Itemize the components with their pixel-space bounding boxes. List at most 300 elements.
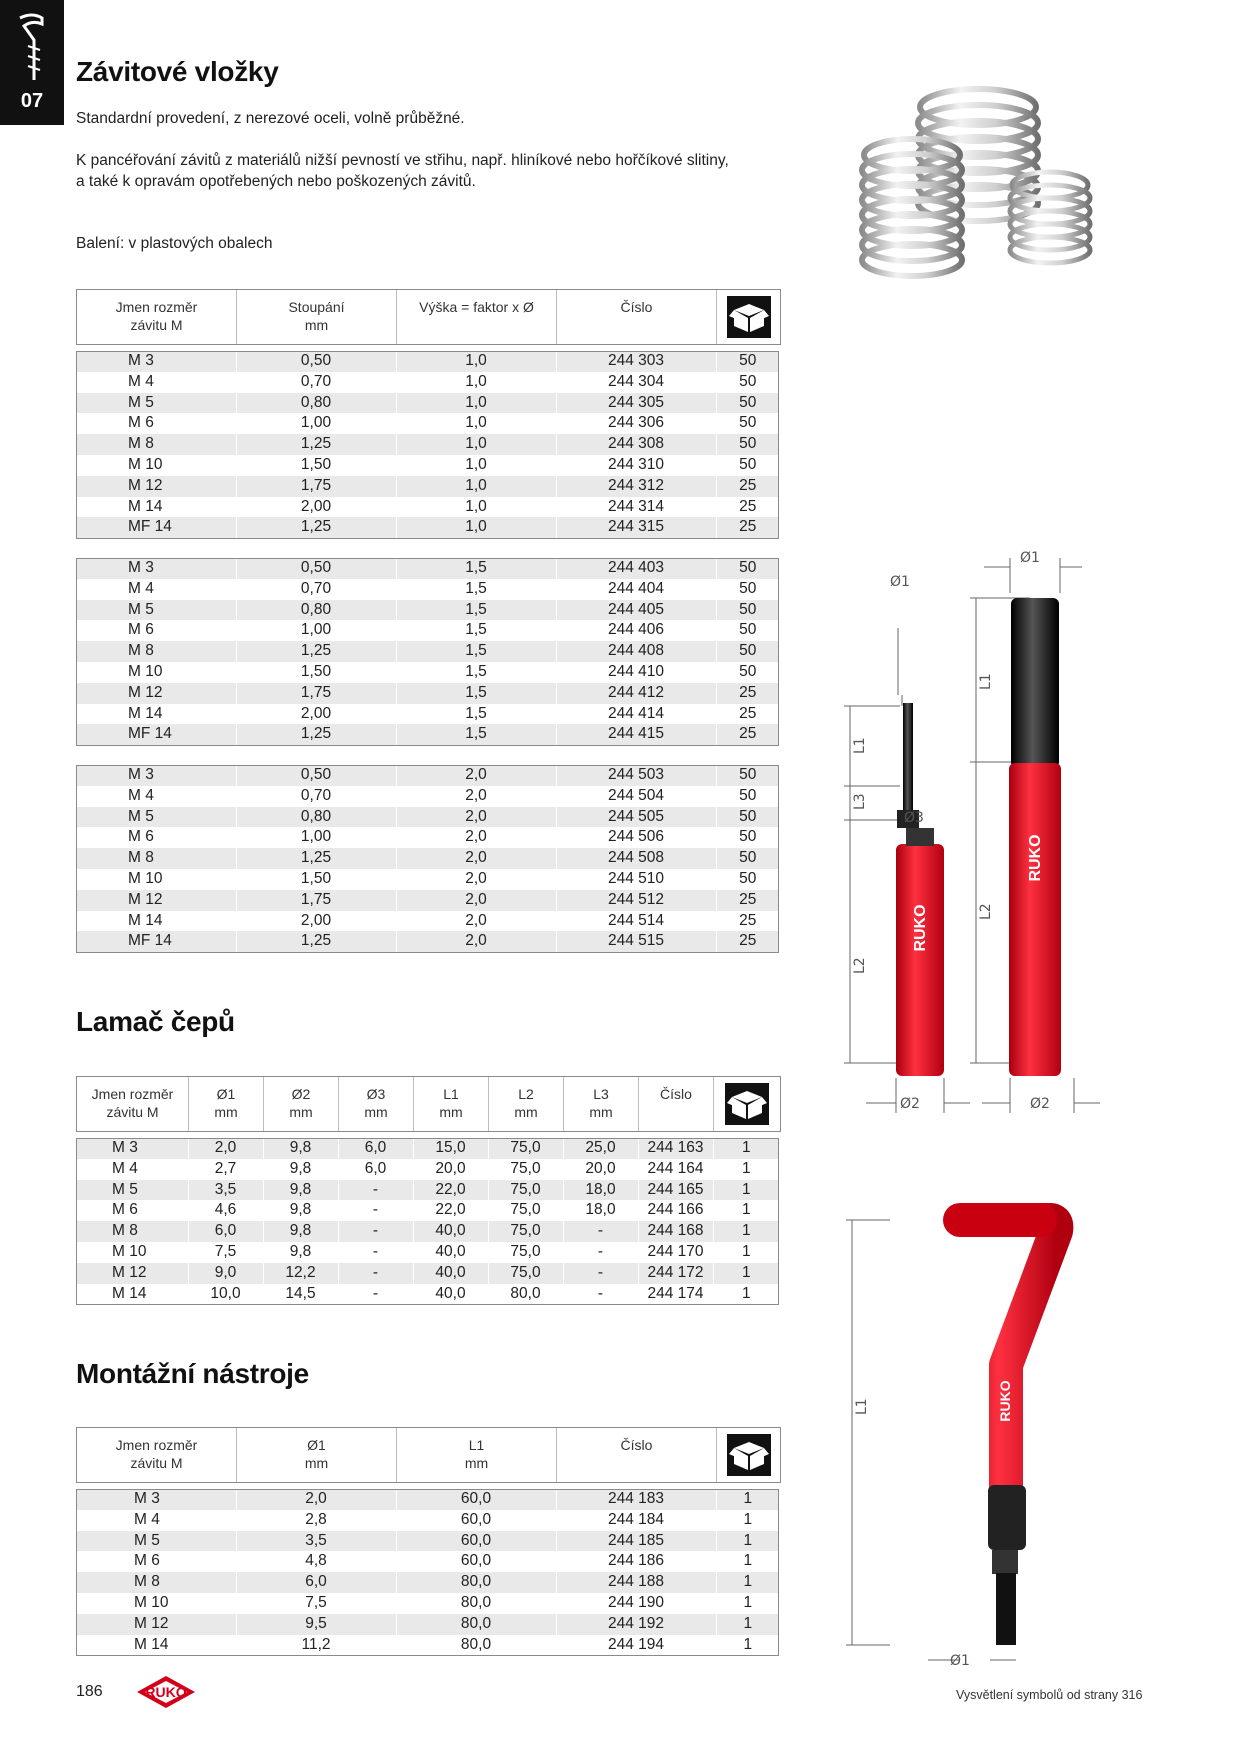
table-row [76, 786, 779, 807]
cell-size: M 10 [76, 1593, 236, 1614]
chapter-tab [0, 0, 64, 125]
table-cell: 1,25 [236, 724, 396, 745]
table-cell: 1 [713, 1180, 779, 1201]
table-cell: 2,00 [236, 704, 396, 725]
table-cell: 244 310 [556, 455, 716, 476]
table-cell: 7,5 [188, 1242, 263, 1263]
package-quantity-icon [727, 296, 771, 338]
col-header-pitch: Stoupání mm [237, 290, 397, 344]
table-cell: 9,8 [263, 1221, 338, 1242]
cell-size: M 12 [76, 476, 236, 497]
col-header-size: Jmen rozměr závitu M [77, 1428, 237, 1482]
table-cell: 50 [716, 600, 779, 621]
table-cell: 50 [716, 579, 779, 600]
inserts-table-factor-1-5 [76, 558, 779, 745]
table-cell: 244 514 [556, 911, 716, 932]
table-cell: 25 [716, 911, 779, 932]
tang-breaker-table-header [76, 1076, 781, 1132]
table-cell: 1 [716, 1551, 779, 1572]
table-cell: 20,0 [563, 1159, 638, 1180]
table-cell: 244 505 [556, 807, 716, 828]
table-cell: 244 188 [556, 1572, 716, 1593]
table-cell: 244 406 [556, 620, 716, 641]
table-row [76, 848, 779, 869]
table-row [76, 641, 779, 662]
table-cell: - [338, 1284, 413, 1305]
symbols-note: Vysvětlení symbolů od strany 316 [956, 1688, 1143, 1702]
table-row [76, 579, 779, 600]
table-cell: 1,0 [396, 497, 556, 518]
table-cell: 2,0 [396, 890, 556, 911]
table-cell: 244 304 [556, 372, 716, 393]
table-cell: 50 [716, 455, 779, 476]
table-cell: 1,5 [396, 683, 556, 704]
table-row [76, 1551, 779, 1572]
cell-size: M 3 [76, 351, 236, 372]
table-cell: 2,0 [396, 869, 556, 890]
table-cell: - [563, 1284, 638, 1305]
table-cell: 50 [716, 848, 779, 869]
dim-d1-small: Ø1 [890, 574, 910, 590]
table-cell: 244 403 [556, 558, 716, 579]
table-cell: 0,50 [236, 765, 396, 786]
table-row [76, 931, 779, 952]
table-cell: 14,5 [263, 1284, 338, 1305]
table-cell: 12,2 [263, 1263, 338, 1284]
table-cell: 244 194 [556, 1635, 716, 1656]
table-cell: 244 186 [556, 1551, 716, 1572]
table-cell: 60,0 [396, 1489, 556, 1510]
col-header-number: Číslo [639, 1077, 714, 1131]
table-cell: 2,00 [236, 911, 396, 932]
table-row [76, 558, 779, 579]
cell-size: M 12 [76, 1614, 236, 1635]
table-cell: 1,0 [396, 413, 556, 434]
table-row [76, 724, 779, 745]
table-cell: 244 405 [556, 600, 716, 621]
table-cell: 75,0 [488, 1221, 563, 1242]
cell-size: M 6 [76, 413, 236, 434]
table-cell: 244 185 [556, 1531, 716, 1552]
table-cell: 60,0 [396, 1531, 556, 1552]
table-cell: 1,0 [396, 372, 556, 393]
table-cell: 244 510 [556, 869, 716, 890]
table-cell: 22,0 [413, 1200, 488, 1221]
table-cell: 1,0 [396, 517, 556, 538]
cell-size: M 8 [76, 641, 236, 662]
dim-l1: L1 [854, 1398, 870, 1415]
table-cell: 40,0 [413, 1263, 488, 1284]
dim-l2-small: L2 [852, 957, 868, 974]
table-cell: 244 404 [556, 579, 716, 600]
cell-size: M 14 [76, 1635, 236, 1656]
table-cell: 244 306 [556, 413, 716, 434]
table-row [76, 1159, 779, 1180]
table-cell: 9,8 [263, 1242, 338, 1263]
installation-tool-diagram [830, 1195, 1090, 1665]
table-cell: 0,70 [236, 579, 396, 600]
table-cell: 1,5 [396, 704, 556, 725]
cell-size: M 12 [76, 1263, 188, 1284]
cell-size: M 5 [76, 1531, 236, 1552]
table-cell: - [338, 1221, 413, 1242]
table-cell: 244 408 [556, 641, 716, 662]
cell-size: M 5 [76, 393, 236, 414]
table-cell: 0,70 [236, 786, 396, 807]
cell-size: M 6 [76, 1200, 188, 1221]
cell-size: M 4 [76, 372, 236, 393]
table-row [76, 890, 779, 911]
table-row [76, 911, 779, 932]
cell-size: MF 14 [76, 724, 236, 745]
table-cell: 75,0 [488, 1263, 563, 1284]
table-row [76, 1221, 779, 1242]
dim-d2-large: Ø2 [1030, 1096, 1050, 1112]
section-title-thread-inserts: Závitové vložky [76, 56, 279, 87]
table-cell: 0,70 [236, 372, 396, 393]
table-cell: 2,8 [236, 1510, 396, 1531]
cell-size: M 6 [76, 620, 236, 641]
table-row [76, 1572, 779, 1593]
ruko-tool-label: RUKO [997, 1380, 1013, 1422]
table-cell: 244 174 [638, 1284, 713, 1305]
table-cell: 244 184 [556, 1510, 716, 1531]
cell-size: M 8 [76, 848, 236, 869]
table-cell: 1,75 [236, 683, 396, 704]
table-row [76, 497, 779, 518]
table-cell: 244 308 [556, 434, 716, 455]
table-cell: 1,5 [396, 600, 556, 621]
ruko-tool-label: RUKO [1027, 834, 1044, 882]
table-cell: 25 [716, 724, 779, 745]
ruko-logo-text: RUKO [145, 1684, 187, 1700]
table-cell: 9,8 [263, 1138, 338, 1159]
col-header-number: Číslo [557, 1428, 717, 1482]
package-quantity-icon [727, 1434, 771, 1476]
table-cell: 60,0 [396, 1551, 556, 1572]
table-cell: - [338, 1180, 413, 1201]
table-cell: 1 [716, 1593, 779, 1614]
table-cell: 25 [716, 931, 779, 952]
table-cell: 50 [716, 393, 779, 414]
table-cell: 244 512 [556, 890, 716, 911]
ruko-tool-label: RUKO [912, 904, 929, 952]
cell-size: M 6 [76, 1551, 236, 1572]
col-header-d3: Ø3 mm [339, 1077, 414, 1131]
table-cell: 9,8 [263, 1159, 338, 1180]
table-row [76, 1593, 779, 1614]
table-row [76, 683, 779, 704]
table-cell: 2,00 [236, 497, 396, 518]
cell-size: M 4 [76, 579, 236, 600]
table-cell: 1 [713, 1159, 779, 1180]
table-cell: 1 [713, 1242, 779, 1263]
table-cell: 244 312 [556, 476, 716, 497]
table-row [76, 1635, 779, 1656]
table-cell: 244 515 [556, 931, 716, 952]
table-row [76, 1284, 779, 1305]
table-cell: 244 506 [556, 827, 716, 848]
table-cell: 50 [716, 351, 779, 372]
col-header-number: Číslo [557, 290, 717, 344]
cell-size: M 5 [76, 600, 236, 621]
table-cell: 9,5 [236, 1614, 396, 1635]
table-cell: 2,0 [396, 807, 556, 828]
table-cell: 1,25 [236, 641, 396, 662]
table-cell: 6,0 [188, 1221, 263, 1242]
tang-breaker-diagram [830, 548, 1100, 1118]
table-cell: 1 [713, 1263, 779, 1284]
table-cell: 40,0 [413, 1221, 488, 1242]
table-cell: 244 315 [556, 517, 716, 538]
cell-size: M 8 [76, 434, 236, 455]
cell-size: M 8 [76, 1572, 236, 1593]
table-cell: 1 [716, 1531, 779, 1552]
table-cell: 1,25 [236, 848, 396, 869]
table-cell: 244 415 [556, 724, 716, 745]
table-cell: 244 504 [556, 786, 716, 807]
table-cell: 9,0 [188, 1263, 263, 1284]
table-cell: 0,50 [236, 351, 396, 372]
chapter-number: 07 [20, 90, 44, 112]
table-cell: 1,50 [236, 662, 396, 683]
table-cell: 75,0 [488, 1138, 563, 1159]
table-cell: 1,0 [396, 393, 556, 414]
inserts-table-header [76, 289, 781, 345]
table-row [76, 434, 779, 455]
table-cell: 75,0 [488, 1180, 563, 1201]
table-cell: 1 [716, 1572, 779, 1593]
table-cell: 1,00 [236, 413, 396, 434]
col-header-d2: Ø2 mm [264, 1077, 339, 1131]
table-cell: 50 [716, 827, 779, 848]
table-cell: 1,0 [396, 455, 556, 476]
table-cell: 2,0 [396, 827, 556, 848]
table-cell: 1,0 [396, 434, 556, 455]
table-cell: 9,8 [263, 1200, 338, 1221]
dim-l2-large: L2 [978, 903, 994, 920]
table-cell: 2,0 [396, 911, 556, 932]
table-cell: 60,0 [396, 1510, 556, 1531]
table-cell: 4,6 [188, 1200, 263, 1221]
cell-size: M 3 [76, 1489, 236, 1510]
table-cell: - [563, 1263, 638, 1284]
table-row [76, 1138, 779, 1159]
col-header-l1: L1 mm [414, 1077, 489, 1131]
table-cell: 25 [716, 890, 779, 911]
table-cell: 25 [716, 683, 779, 704]
table-cell: 1 [713, 1221, 779, 1242]
table-cell: 1,50 [236, 455, 396, 476]
table-cell: 244 166 [638, 1200, 713, 1221]
table-cell: - [338, 1242, 413, 1263]
table-cell: 6,0 [236, 1572, 396, 1593]
table-cell: 2,0 [236, 1489, 396, 1510]
table-cell: 50 [716, 620, 779, 641]
table-cell: 3,5 [188, 1180, 263, 1201]
table-row [76, 869, 779, 890]
table-row [76, 413, 779, 434]
table-cell: 244 508 [556, 848, 716, 869]
table-cell: 75,0 [488, 1159, 563, 1180]
table-cell: 1 [713, 1138, 779, 1159]
table-cell: 1,25 [236, 931, 396, 952]
dim-l1-small: L1 [852, 737, 868, 754]
table-cell: 244 165 [638, 1180, 713, 1201]
table-cell: 1 [716, 1510, 779, 1531]
cell-size: M 4 [76, 1159, 188, 1180]
cell-size: M 10 [76, 869, 236, 890]
table-cell: 4,8 [236, 1551, 396, 1572]
dim-d1: Ø1 [950, 1653, 970, 1665]
thread-insert-image [850, 85, 1110, 295]
col-header-l3: L3 mm [564, 1077, 639, 1131]
col-header-l1: L1 mm [397, 1428, 557, 1482]
table-row [76, 827, 779, 848]
table-cell: 20,0 [413, 1159, 488, 1180]
table-cell: 25 [716, 497, 779, 518]
cell-size: M 3 [76, 1138, 188, 1159]
table-cell: 80,0 [396, 1635, 556, 1656]
table-cell: 80,0 [396, 1593, 556, 1614]
cell-size: M 6 [76, 827, 236, 848]
table-cell: 244 303 [556, 351, 716, 372]
table-cell: 40,0 [413, 1242, 488, 1263]
inserts-table-factor-2-0 [76, 765, 779, 952]
table-cell: 25 [716, 517, 779, 538]
table-cell: 7,5 [236, 1593, 396, 1614]
col-header-size: Jmen rozměr závitu M [77, 290, 237, 344]
table-cell: 1,5 [396, 620, 556, 641]
cell-size: M 10 [76, 1242, 188, 1263]
cell-size: M 12 [76, 683, 236, 704]
table-cell: 50 [716, 807, 779, 828]
table-cell: 1 [716, 1635, 779, 1656]
col-header-packaging [714, 1077, 780, 1131]
table-row [76, 1531, 779, 1552]
cell-size: M 5 [76, 1180, 188, 1201]
table-row [76, 1263, 779, 1284]
table-row [76, 765, 779, 786]
cell-size: M 4 [76, 1510, 236, 1531]
tang-breaker-table [76, 1138, 779, 1304]
table-cell: 244 168 [638, 1221, 713, 1242]
table-cell: 1,5 [396, 641, 556, 662]
table-cell: 80,0 [396, 1572, 556, 1593]
dim-d1-large: Ø1 [1020, 550, 1040, 566]
table-cell: 50 [716, 869, 779, 890]
description-line-2: a také k opravám opotřebených nebo poškozených závitů. [76, 173, 476, 190]
table-cell: 1,00 [236, 827, 396, 848]
table-cell: 244 164 [638, 1159, 713, 1180]
cell-size: MF 14 [76, 517, 236, 538]
table-cell: 25,0 [563, 1138, 638, 1159]
table-row [76, 1180, 779, 1201]
col-header-packaging [717, 290, 780, 344]
table-cell: 80,0 [396, 1614, 556, 1635]
col-header-d1: Ø1 mm [237, 1428, 397, 1482]
table-cell: 25 [716, 704, 779, 725]
table-cell: 75,0 [488, 1200, 563, 1221]
table-cell: 1,0 [396, 476, 556, 497]
table-cell: 50 [716, 372, 779, 393]
section-title-tang-breaker: Lamač čepů [76, 1006, 235, 1037]
dim-d2-small: Ø2 [900, 1096, 920, 1112]
table-cell: 11,2 [236, 1635, 396, 1656]
table-row [76, 1510, 779, 1531]
cell-size: M 14 [76, 1284, 188, 1305]
table-cell: 50 [716, 413, 779, 434]
col-header-height: Výška = faktor x Ø [397, 290, 557, 344]
table-row [76, 620, 779, 641]
table-cell: 1 [716, 1489, 779, 1510]
table-cell: 1,00 [236, 620, 396, 641]
table-cell: 0,50 [236, 558, 396, 579]
dim-l3: L3 [852, 793, 868, 810]
table-cell: 2,0 [396, 848, 556, 869]
table-cell: 50 [716, 786, 779, 807]
table-cell: 50 [716, 558, 779, 579]
cell-size: M 3 [76, 558, 236, 579]
intro-text: Standardní provedení, z nerezové oceli, volně průběžné. [76, 110, 465, 127]
packaging-text: Balení: v plastových obalech [76, 235, 273, 252]
table-row [76, 372, 779, 393]
table-row [76, 1614, 779, 1635]
table-cell: 244 412 [556, 683, 716, 704]
table-cell: 1,5 [396, 579, 556, 600]
table-cell: 6,0 [338, 1138, 413, 1159]
table-cell: 15,0 [413, 1138, 488, 1159]
table-cell: 244 414 [556, 704, 716, 725]
table-cell: 244 192 [556, 1614, 716, 1635]
table-row [76, 600, 779, 621]
table-cell: 244 503 [556, 765, 716, 786]
table-cell: 18,0 [563, 1180, 638, 1201]
table-cell: 40,0 [413, 1284, 488, 1305]
table-cell: 50 [716, 641, 779, 662]
table-cell: 18,0 [563, 1200, 638, 1221]
table-cell: - [563, 1221, 638, 1242]
table-row [76, 662, 779, 683]
table-row [76, 517, 779, 538]
col-header-packaging [717, 1428, 780, 1482]
installation-tools-table-header [76, 1427, 781, 1483]
cell-size: M 14 [76, 497, 236, 518]
table-row [76, 1200, 779, 1221]
table-cell: 50 [716, 434, 779, 455]
table-row [76, 1489, 779, 1510]
table-row [76, 351, 779, 372]
table-cell: 244 305 [556, 393, 716, 414]
table-cell: 1,0 [396, 351, 556, 372]
table-cell: 244 410 [556, 662, 716, 683]
table-cell: 2,0 [396, 765, 556, 786]
table-cell: 3,5 [236, 1531, 396, 1552]
table-cell: - [338, 1263, 413, 1284]
table-cell: 1 [713, 1200, 779, 1221]
table-cell: 244 190 [556, 1593, 716, 1614]
table-cell: 50 [716, 765, 779, 786]
package-quantity-icon [725, 1083, 769, 1125]
cell-size: M 5 [76, 807, 236, 828]
table-cell: 2,0 [396, 931, 556, 952]
tap-icon [14, 10, 50, 85]
table-row [76, 393, 779, 414]
table-row [76, 1242, 779, 1263]
table-cell: 1,5 [396, 724, 556, 745]
table-cell: 9,8 [263, 1180, 338, 1201]
table-cell: 1 [713, 1284, 779, 1305]
